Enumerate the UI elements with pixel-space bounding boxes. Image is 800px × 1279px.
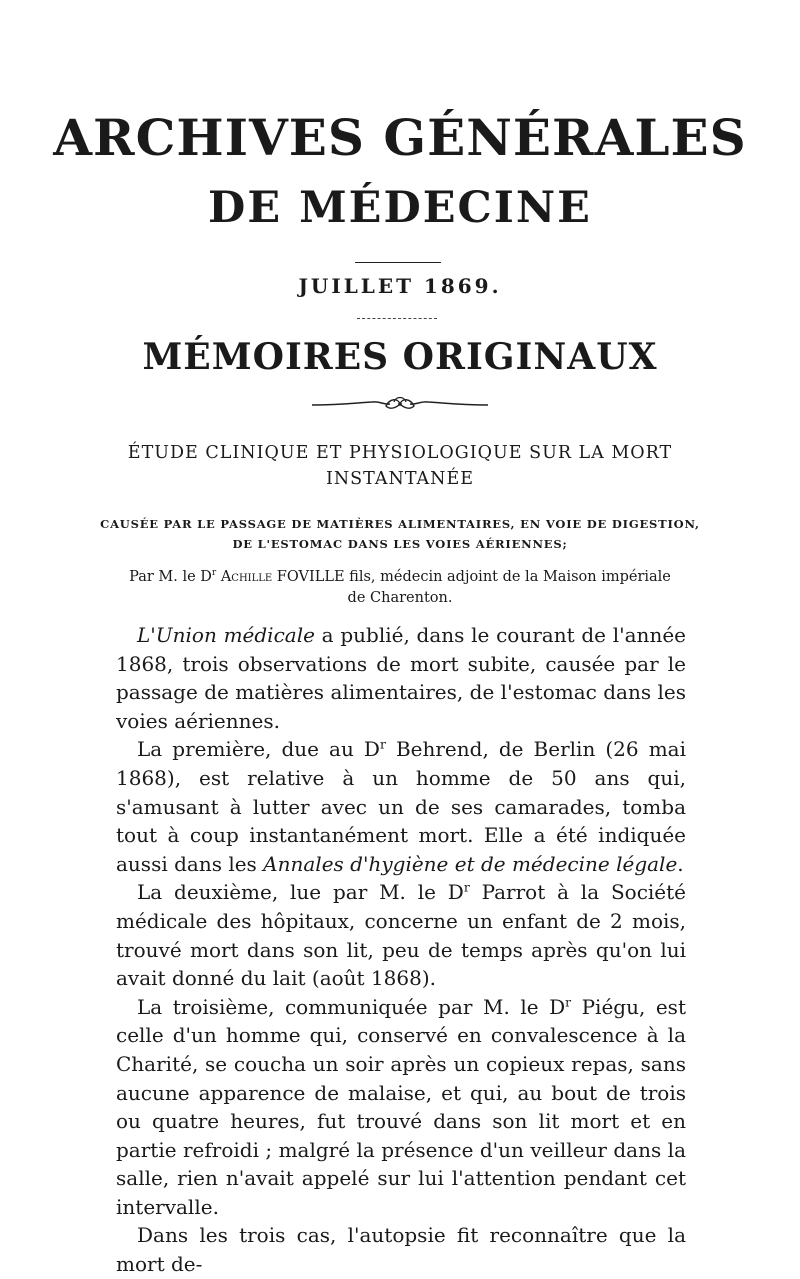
superscript: r bbox=[463, 879, 470, 895]
paragraph-text: . bbox=[677, 851, 684, 876]
author-line2: de Charenton. bbox=[347, 590, 453, 606]
divider-rule bbox=[355, 262, 441, 263]
author-prefix: Par M. le D bbox=[129, 569, 212, 585]
author-first-name: Achille bbox=[220, 569, 273, 585]
author-sup: r bbox=[211, 568, 217, 579]
paragraph-text: Behrend, de Berlin (26 mai 1868), est relative à un homme de 50 ans qui, s'amusant à lutter avec un de ses camarades, tomba tout à coup instantanément mort. Elle a été indiquée aussi dans les bbox=[116, 737, 686, 876]
paragraph-1 bbox=[116, 621, 686, 735]
paragraph-text: La première, due au D bbox=[137, 737, 380, 762]
journal-reference: L'Union médicale bbox=[137, 623, 315, 647]
superscript: r bbox=[379, 736, 386, 752]
superscript: r bbox=[565, 994, 572, 1010]
article-caption-line1: CAUSÉE PAR LE PASSAGE DE MATIÈRES ALIMENTAIRES, EN VOIE DE DIGESTION, bbox=[100, 517, 700, 531]
paragraph-text: Piégu, est celle d'un homme qui, conservé en convalescence à la Charité, se coucha un soir après un copieux repas, sans aucune apparence de malaise, et qui, au bout de trois ou quatre heures, fut trouvé dans son lit mort et en partie refroidi ; malgré la présence d'un veilleur dans la salle, rien n'avait appelé sur lui l'attention pendant cet intervalle. bbox=[116, 994, 686, 1219]
journal-subtitle: DE MÉDECINE bbox=[208, 183, 592, 233]
paragraph-text: Parrot à la Société médicale des hôpitaux, concerne un enfant de 2 mois, trouvé mort dans son lit, peu de temps après qu'on lui avait donné du lait (août 1868). bbox=[116, 880, 686, 991]
ornament-icon bbox=[310, 392, 490, 416]
paragraph-2 bbox=[116, 735, 686, 878]
author-rest: FOVILLE fils, médecin adjoint de la Maison impériale bbox=[272, 569, 671, 585]
article-body bbox=[116, 621, 686, 1279]
article-caption-line2: DE L'ESTOMAC DANS LES VOIES AÉRIENNES; bbox=[232, 537, 568, 551]
paragraph-text: a publié, dans le courant de l'année 1868, trois observations de mort subite, causée par le passage de matières alimentaires, de l'estomac dans les voies aériennes. bbox=[116, 623, 686, 733]
section-heading: MÉMOIRES ORIGINAUX bbox=[142, 336, 658, 378]
issue-date: JUILLET 1869. bbox=[298, 274, 502, 298]
article-title-line2: INSTANTANÉE bbox=[325, 469, 475, 489]
paragraph-4 bbox=[116, 993, 686, 1222]
divider-rule-dashed bbox=[357, 318, 437, 319]
paragraph-text: La deuxième, lue par M. le D bbox=[137, 880, 464, 905]
journal-reference: Annales d'hygiène et de médecine légale bbox=[263, 851, 678, 876]
paragraph-3 bbox=[116, 878, 686, 992]
article-title-line1: ÉTUDE CLINIQUE ET PHYSIOLOGIQUE SUR LA MORT bbox=[127, 443, 673, 463]
paragraph-text: La troisième, communiquée par M. le D bbox=[137, 994, 566, 1019]
paragraph-5: Dans les trois cas, l'autopsie fit reconnaître que la mort de- bbox=[116, 1223, 686, 1277]
journal-title: ARCHIVES GÉNÉRALES bbox=[53, 108, 747, 167]
author-line1 bbox=[0, 567, 800, 587]
